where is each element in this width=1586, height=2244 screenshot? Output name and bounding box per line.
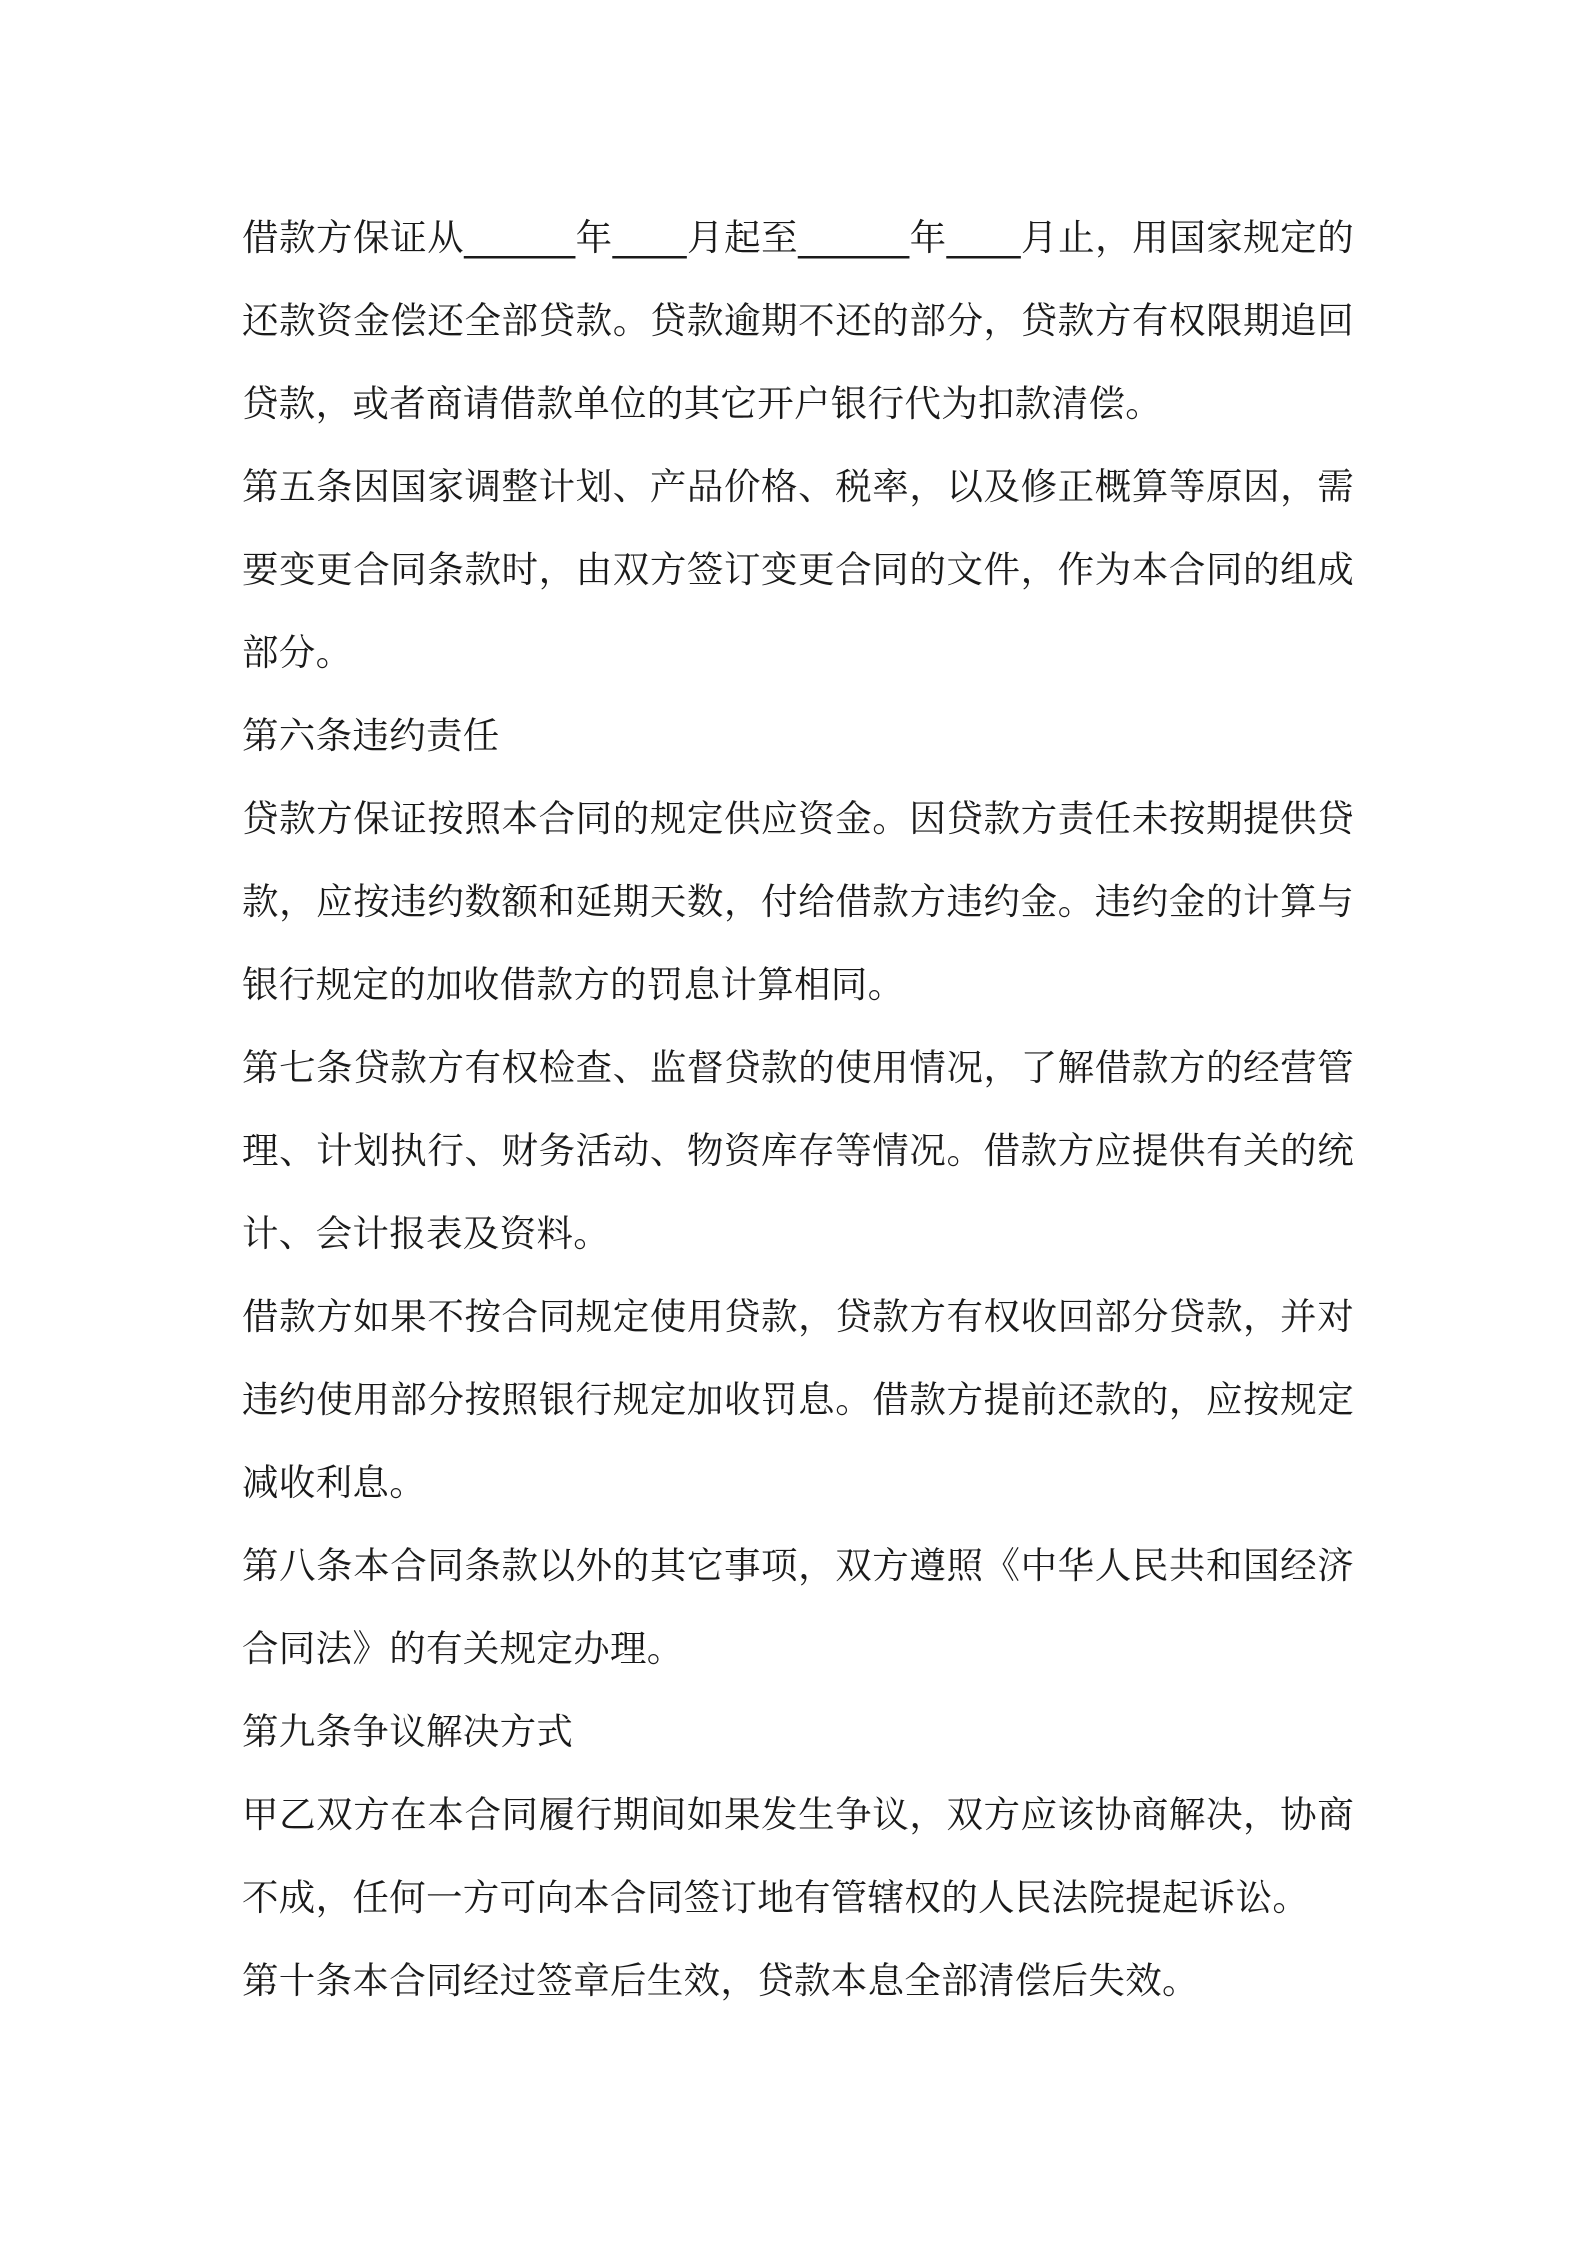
heading-article-6: 第六条违约责任 xyxy=(242,714,500,757)
document-body xyxy=(242,196,1354,2022)
paragraph-article-10: 第十条本合同经过签章后生效，贷款本息全部清偿后失效。 xyxy=(242,1959,1199,2002)
paragraph-repayment-terms: 借款方保证从______年____月起至______年____月止，用国家规定的还款资金偿还全部贷款。贷款逾期不还的部分，贷款方有权限期追回贷款，或者商请借款单位的其它开户银行代为扣款清偿。 xyxy=(242,216,1354,425)
paragraph-borrower-misuse: 借款方如果不按合同规定使用贷款，贷款方有权收回部分贷款，并对违约使用部分按照银行规定加收罚息。借款方提前还款的，应按规定减收利息。 xyxy=(242,1295,1354,1504)
heading-article-9: 第九条争议解决方式 xyxy=(242,1710,574,1753)
paragraph-article-8: 第八条本合同条款以外的其它事项，双方遵照《中华人民共和国经济合同法》的有关规定办理。 xyxy=(242,1544,1354,1670)
paragraph-lender-liability: 贷款方保证按照本合同的规定供应资金。因贷款方责任未按期提供贷款，应按违约数额和延期天数，付给借款方违约金。违约金的计算与银行规定的加收借款方的罚息计算相同。 xyxy=(242,797,1354,1006)
paragraph-article-7: 第七条贷款方有权检查、监督贷款的使用情况，了解借款方的经营管理、计划执行、财务活动、物资库存等情况。借款方应提供有关的统计、会计报表及资料。 xyxy=(242,1046,1354,1255)
paragraph-dispute-resolution: 甲乙双方在本合同履行期间如果发生争议，双方应该协商解决，协商不成，任何一方可向本合同签订地有管辖权的人民法院提起诉讼。 xyxy=(242,1793,1354,1919)
paragraph-article-5: 第五条因国家调整计划、产品价格、税率，以及修正概算等原因，需要变更合同条款时，由双方签订变更合同的文件，作为本合同的组成部分。 xyxy=(242,465,1354,674)
